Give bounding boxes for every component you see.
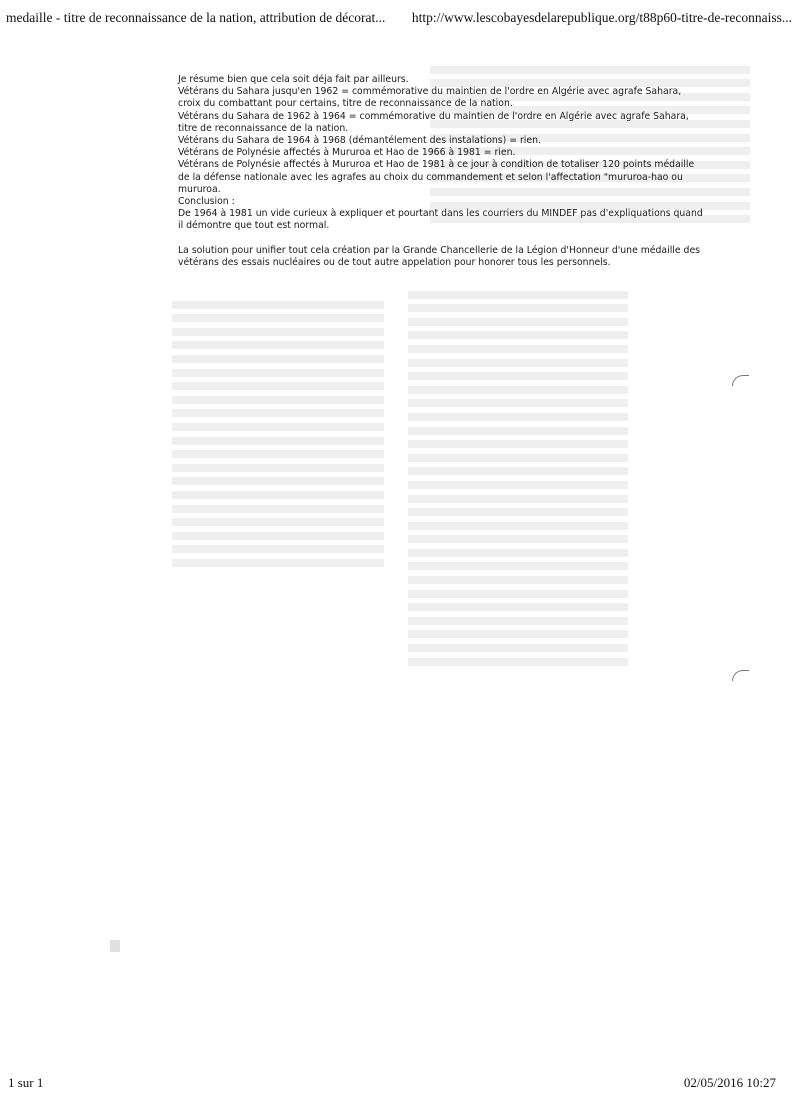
bleed-through-mark [110,940,120,952]
paragraph-gap [178,233,706,245]
page-title-header: medaille - titre de reconnaissance de la nation, attribution de décorat... [6,10,386,25]
page-count: 1 sur 1 [8,1075,44,1090]
page-url[interactable]: http://www.lescobayesdelarepublique.org/t88p60-titre-de-reconnaiss... [411,10,792,25]
hole-punch-mark [732,375,749,386]
post-line: Conclusion : [178,196,235,208]
bleed-through-left-column [172,295,384,585]
post-closing: La solution pour unifier tout cela création par la Grande Chancellerie de la Légion d'Honneur d'une médaille des vétérans des essais nucléaires ou de tout autre appelation pour honorer tous les personnels. [178,244,701,268]
post-line: Vétérans du Sahara de 1962 à 1964 = commémorative du maintien de l'ordre en Algérie avec agrafe Sahara, titre de reconnaissance de la nation. [178,110,689,134]
print-datetime: 02/05/2016 10:27 [683,1075,776,1090]
post-body [178,74,706,269]
post-line: Vétérans de Polynésie affectés à Mururoa et Hao de 1966 à 1981 = rien. [178,147,516,159]
post-line: Vétérans du Sahara jusqu'en 1962 = commémorative du maintien de l'ordre en Algérie avec agrafe Sahara, croix du combattant pour certains, titre de reconnaissance de la nation. [178,86,682,110]
hole-punch-mark [732,670,749,681]
post-line: De 1964 à 1981 un vide curieux à expliquer et pourtant dans les courriers du MINDEF pas d'expliquations quand il démontre que tout est normal. [178,208,703,232]
post-line: Vétérans du Sahara de 1964 à 1968 (démantélement des instalations) = rien. [178,135,541,147]
post-line: Vétérans de Polynésie affectés à Mururoa et Hao de 1981 à ce jour à condition de totaliser 120 points médaille de la défense nationale avec les agrafes au choix du commandement et selon l'affectation "mururoa-hao ou mururoa. [178,159,695,195]
post-line: Je résume bien que cela soit déja fait par ailleurs. [178,74,409,85]
bleed-through-right-column [408,285,628,675]
